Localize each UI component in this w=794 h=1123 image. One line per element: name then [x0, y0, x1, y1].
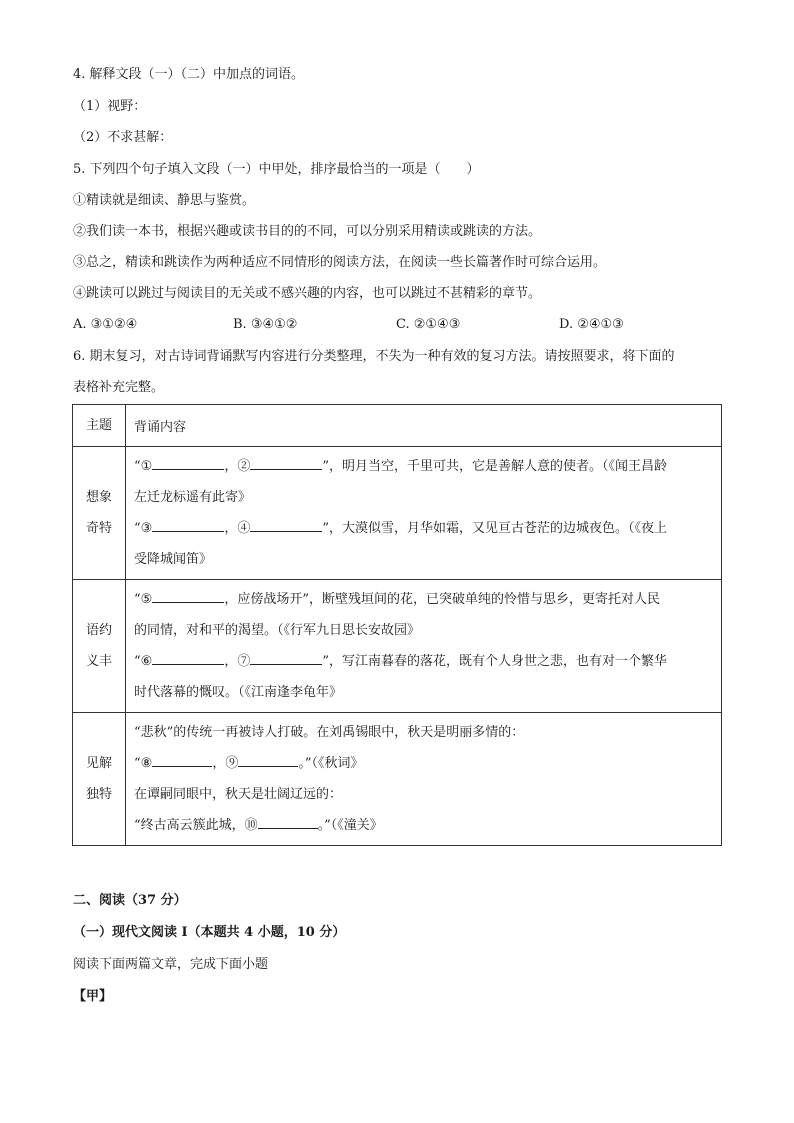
content-line: “⑤ ，应傍战场开”，断壁残垣间的花，已突破单纯的怜惜与思乡，更寄托对人民 [134, 584, 713, 615]
q5-sentence-4: ④跳读可以跳过与阅读目的无关或不感兴趣的内容，也可以跳过不甚精彩的章节。 [73, 286, 542, 301]
q5-sentence-2: ②我们读一本书，根据兴趣或读书目的的不同，可以分别采用精读或跳读的方法。 [73, 224, 542, 239]
q5-option-b: B. ③④①② [233, 317, 298, 332]
topic-cell [73, 713, 126, 846]
content-line: 在谭嗣同眼中，秋天是壮阔辽远的： [134, 787, 343, 802]
content-cell [126, 580, 722, 713]
answer-blank[interactable] [152, 455, 224, 470]
content-cell [126, 447, 722, 580]
content-line: 的同情，对和平的渴望。（《行军九日思长安故园》 [134, 623, 421, 638]
article-tag: 【甲】 [73, 989, 113, 1004]
content-line: “⑥ ，⑦ ”，写江南暮春的落花，既有个人身世之悲，也有对一个繁华 [134, 646, 713, 677]
section-2-title: 二、阅读（37 分） [73, 893, 187, 908]
answer-blank[interactable] [238, 752, 298, 767]
topic-cell [73, 580, 126, 713]
topic-line: 义丰 [85, 654, 112, 669]
q6-title-line-1: 6. 期末复习，对古诗词背诵默写内容进行分类整理，不失为一种有效的复习方法。请按照要求，将下面的 [73, 349, 675, 364]
content-line: “① ，② ”，明月当空，千里可共，它是善解人意的使者。（《闻王昌龄 [134, 451, 713, 482]
topic-line: 独特 [85, 787, 112, 802]
table-row [73, 713, 722, 846]
q4-item-2: （2）不求甚解： [73, 130, 173, 145]
q4-title: 4. 解释文段（一）（二）中加点的词语。 [73, 67, 305, 82]
q5-title: 5. 下列四个句子填入文段（一）中甲处，排序最恰当的一项是（ ） [73, 162, 480, 177]
q5-option-a: A. ③①②④ [73, 317, 138, 332]
q5-option-c: C. ②①④③ [396, 317, 461, 332]
content-cell [126, 713, 722, 846]
topic-cell [73, 447, 126, 580]
answer-blank[interactable] [152, 650, 224, 665]
header-content: 背诵内容 [126, 405, 722, 447]
content-line: 受降城闻笛》 [134, 552, 213, 567]
q6-title-line-2: 表格补充完整。 [73, 380, 165, 395]
content-line: “终古高云簇此城，⑩ 。”（《潼关》 [134, 810, 713, 841]
q4-item-1: （1）视野： [73, 99, 147, 114]
table-header-row [73, 405, 722, 447]
content-line: “③ ，④ ”，大漠似雪，月华如霜，又见亘古苍茫的边城夜色。（《夜上 [134, 513, 713, 544]
topic-line: 见解 [85, 756, 112, 771]
content-line: 时代落幕的慨叹。（《江南逢李龟年》 [134, 685, 343, 700]
table-row [73, 580, 722, 713]
answer-blank[interactable] [152, 752, 212, 767]
topic-line: 语约 [85, 623, 112, 638]
answer-blank[interactable] [250, 517, 322, 532]
content-line: “悲秋”的传统一再被诗人打破。在刘禹锡眼中，秋天是明丽多情的： [134, 725, 525, 740]
content-line: “⑧ ，⑨ 。”（《秋词》 [134, 748, 713, 779]
topic-line: 想象 [85, 490, 112, 505]
header-topic: 主题 [73, 405, 126, 447]
answer-blank[interactable] [152, 588, 224, 603]
answer-blank[interactable] [250, 455, 322, 470]
table-row [73, 447, 722, 580]
answer-blank[interactable] [152, 517, 224, 532]
q5-sentence-1: ①精读就是细读、静思与鉴赏。 [73, 193, 256, 208]
answer-blank[interactable] [258, 814, 318, 829]
content-line: 左迁龙标遥有此寄》 [134, 490, 252, 505]
section-2-subtitle: （一）现代文阅读 Ⅰ（本题共 4 小题，10 分） [73, 925, 346, 940]
q5-sentence-3: ③总之，精读和跳读作为两种适应不同情形的阅读方法，在阅读一些长篇著作时可综合运用。 [73, 255, 607, 270]
poetry-table [72, 404, 722, 846]
topic-line: 奇特 [85, 521, 112, 536]
reading-instruction: 阅读下面两篇文章，完成下面小题 [73, 957, 269, 972]
q5-option-d: D. ②④①③ [559, 317, 624, 332]
answer-blank[interactable] [250, 650, 322, 665]
